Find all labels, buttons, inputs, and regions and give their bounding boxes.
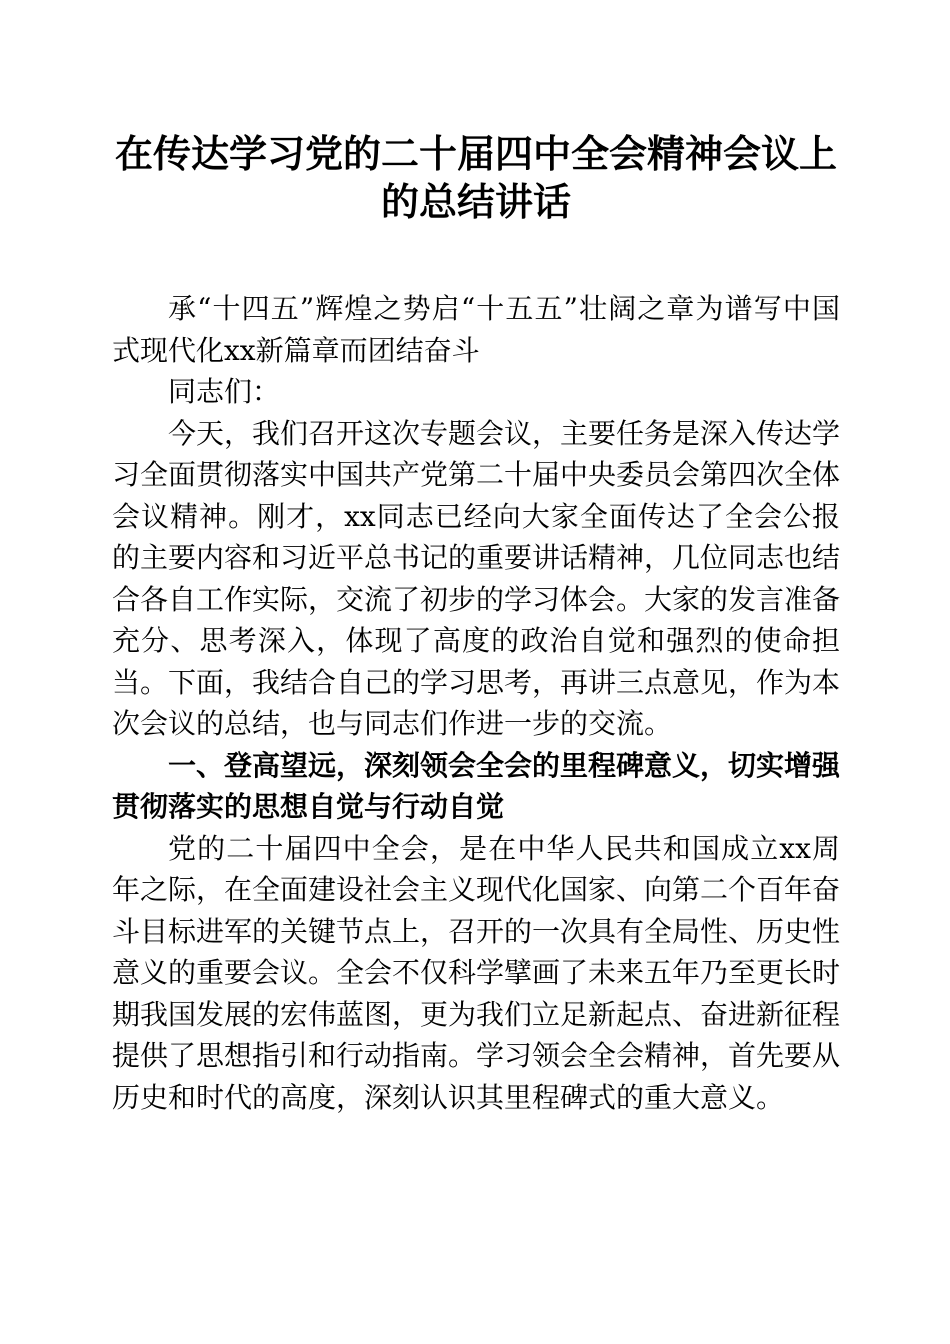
title-spacer [112, 226, 840, 288]
document-content [112, 0, 840, 1118]
intro-paragraph: 今天，我们召开这次专题会议，主要任务是深入传达学习全面贯彻落实中国共产党第二十届中央委员会第四次全体会议精神。刚才，xx同志已经向大家全面传达了全会公报的主要内容和习近平总书记的重要讲话精神，几位同志也结合各自工作实际，交流了初步的学习体会。大家的发言准备充分、思考深入，体现了高度的政治自觉和强烈的使命担当。下面，我结合自己的学习思考，再讲三点意见，作为本次会议的总结，也与同志们作进一步的交流。 [112, 416, 841, 740]
section-heading-one: 一、登高望远，深刻领会全会的里程碑意义，切实增强贯彻落实的思想自觉与行动自觉 [112, 749, 841, 822]
subtitle-paragraph: 承“十四五”辉煌之势启“十五五”壮阔之章为谱写中国式现代化xx新篇章而团结奋斗 [112, 292, 840, 367]
title-text: 在传达学习党的二十届四中全会精神会议上的总结讲话 [114, 131, 837, 224]
section-one-paragraph: 党的二十届四中全会，是在中华人民共和国成立xx周年之际，在全面建设社会主义现代化国家、向第二个百年奋斗目标进军的关键节点上，召开的一次具有全局性、历史性意义的重要会议。全会不仅科学擘画了未来五年乃至更长时期我国发展的宏伟蓝图，更为我们立足新起点、奋进新征程提供了思想指引和行动指南。学习领会全会精神，首先要从历史和时代的高度，深刻认识其里程碑式的重大意义。 [112, 831, 841, 1114]
page-title [112, 0, 840, 226]
salutation: 同志们： [168, 375, 281, 408]
